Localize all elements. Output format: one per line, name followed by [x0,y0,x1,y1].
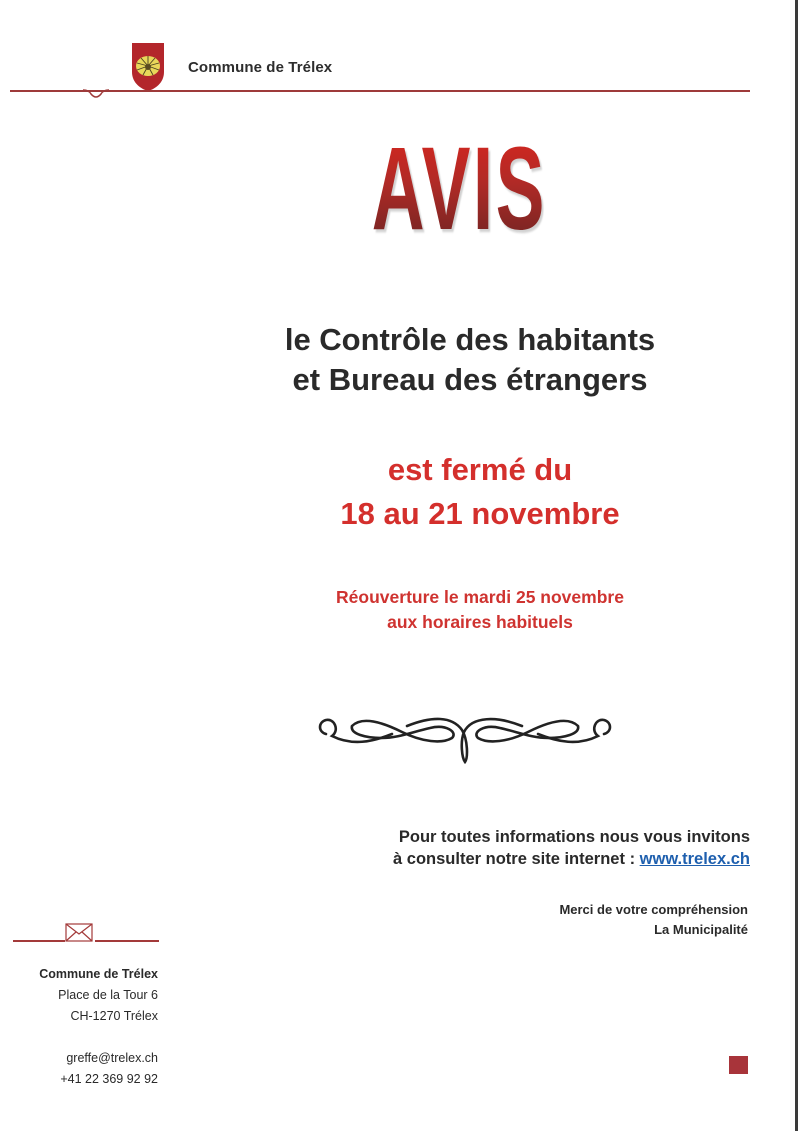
office-name [200,320,740,400]
footer-email[interactable]: greffe@trelex.ch [66,1051,158,1065]
info-text [290,826,750,870]
closure-line-2: 18 au 21 novembre [340,496,620,531]
reopening-info [220,585,740,635]
office-line-2: et Bureau des étrangers [292,362,648,397]
header-title: Commune de Trélex [188,59,333,76]
header-divider [10,90,750,92]
reopen-line-1: Réouverture le mardi 25 novembre [336,587,624,607]
footer-street: Place de la Tour 6 [58,988,158,1002]
footer-name: Commune de Trélex [39,967,158,981]
website-link[interactable]: www.trelex.ch [639,850,750,868]
headline [0,123,800,255]
headline-text: AVIS [371,123,547,255]
header-notch-decoration [83,88,109,100]
closure-line-1: est fermé du [387,452,573,487]
footer-address [20,964,158,1090]
reopen-line-2: aux horaires habituels [387,612,573,632]
red-square-marker [729,1056,748,1074]
info-line-1: Pour toutes informations nous vous invitons [398,828,750,846]
signature: La Municipalité [654,922,748,937]
info-line-2 [290,848,750,870]
info-line-2-prefix: à consulter notre site internet : [393,850,640,868]
coat-of-arms-icon [131,42,165,92]
footer-phone: +41 22 369 92 92 [60,1072,158,1086]
footer-city: CH-1270 Trélex [70,1009,158,1023]
footer-divider-left [13,940,65,942]
office-line-1: le Contrôle des habitants [284,322,656,357]
closing [448,900,748,940]
envelope-icon [65,923,93,942]
flourish-divider-icon [312,702,618,766]
footer-divider-right [95,940,159,942]
thanks-text: Merci de votre compréhension [559,902,748,917]
closure-dates [220,448,740,536]
footer-spacer [20,1027,158,1048]
